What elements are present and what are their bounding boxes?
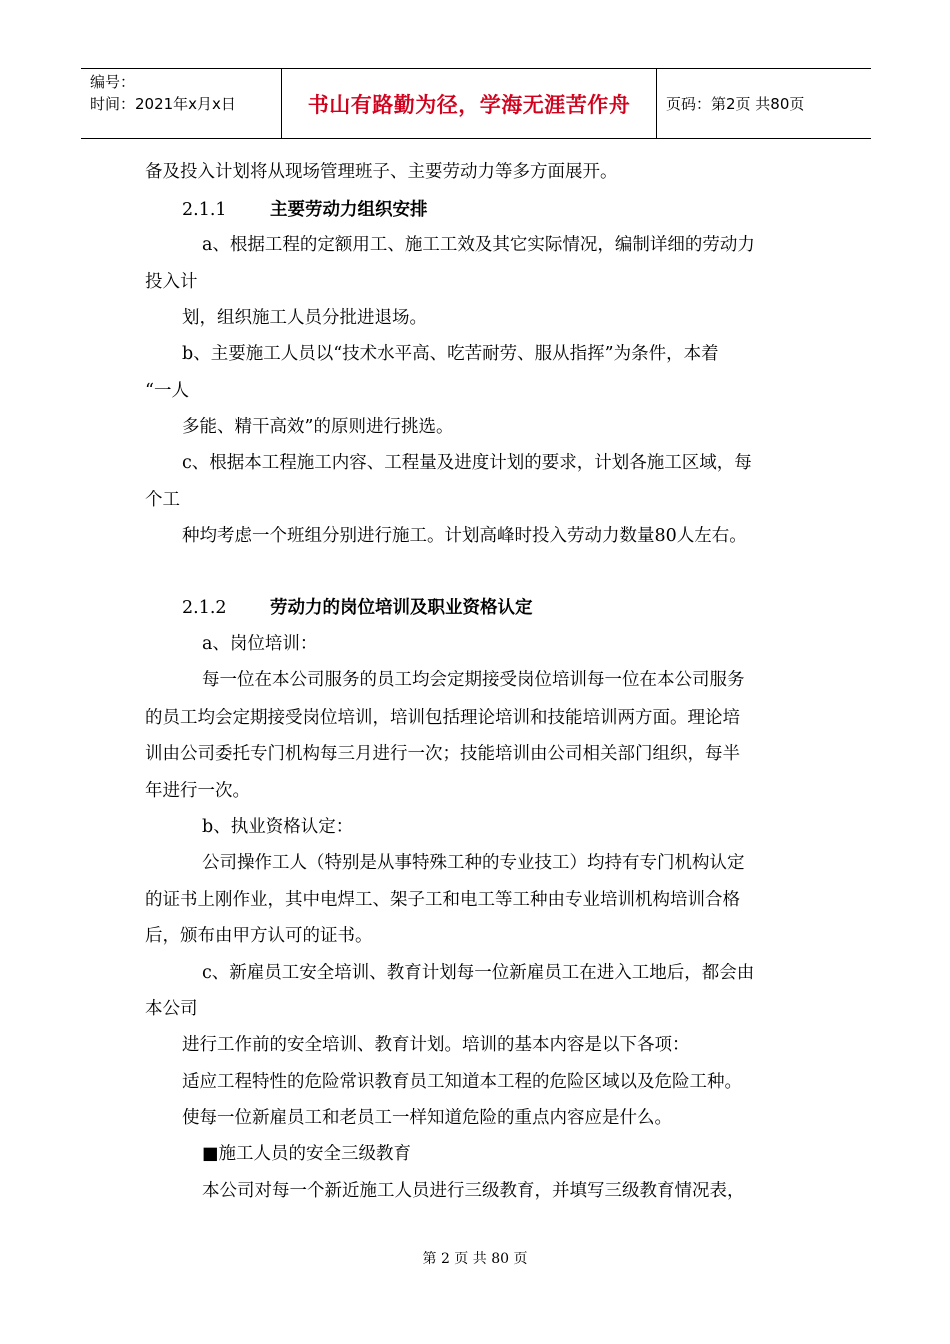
body-line: 年进行一次。 xyxy=(145,781,250,801)
body-line: 适应工程特性的危险常识教育员工知道本工程的危险区域以及危险工种。 xyxy=(182,1072,742,1092)
body-line: a、岗位培训： xyxy=(202,634,318,654)
section-heading xyxy=(182,198,428,222)
page-header xyxy=(81,68,871,139)
body-line: 进行工作前的安全培训、教育计划。培训的基本内容是以下各项： xyxy=(182,1035,690,1055)
header-divider xyxy=(656,69,657,138)
header-motto: 书山有路勤为径，学海无涯苦作舟 xyxy=(307,92,631,117)
body-line: ■施工人员的安全三级教育 xyxy=(202,1144,412,1164)
serial-label: 编号： xyxy=(90,73,136,91)
body-line: 使每一位新雇员工和老员工一样知道危险的重点内容应是什么。 xyxy=(182,1108,672,1128)
body-line: 每一位在本公司服务的员工均会定期接受岗位培训每一位在本公司服务 xyxy=(202,670,745,690)
section-number: 2.1.2 xyxy=(182,598,227,618)
body-line: 本公司 xyxy=(145,999,198,1019)
section-heading xyxy=(182,596,533,620)
body-line: 训由公司委托专门机构每三月进行一次；技能培训由公司相关部门组织，每半 xyxy=(145,744,740,764)
body-line: 投入计 xyxy=(145,272,198,292)
header-meta xyxy=(90,71,236,115)
header-page-info: 页码：第2页 共80页 xyxy=(666,95,805,113)
body-line: 个工 xyxy=(145,490,180,510)
body-line: 备及投入计划将从现场管理班子、主要劳动力等多方面展开。 xyxy=(145,162,618,182)
section-title: 主要劳动力组织安排 xyxy=(270,200,428,220)
body-line: 公司操作工人（特别是从事特殊工种的专业技工）均持有专门机构认定 xyxy=(202,853,745,873)
body-line: c、新雇员工安全培训、教育计划每一位新雇员工在进入工地后，都会由 xyxy=(202,963,755,983)
page-footer: 第 2 页 共 80 页 xyxy=(422,1251,528,1267)
body-line: 多能、精干高效”的原则进行挑选。 xyxy=(182,417,454,437)
date-line: 时间：2021年x月x日 xyxy=(90,95,236,113)
body-line: 划，组织施工人员分批进退场。 xyxy=(182,308,427,328)
section-title: 劳动力的岗位培训及职业资格认定 xyxy=(270,598,533,618)
section-number: 2.1.1 xyxy=(182,200,227,220)
body-line: 本公司对每一个新近施工人员进行三级教育，并填写三级教育情况表， xyxy=(202,1181,745,1201)
body-line: 的证书上刚作业，其中电焊工、架子工和电工等工种由专业培训机构培训合格 xyxy=(145,890,740,910)
body-line: b、执业资格认定： xyxy=(202,817,354,837)
body-line: a、根据工程的定额用工、施工工效及其它实际情况，编制详细的劳动力 xyxy=(202,235,755,255)
body-line: c、根据本工程施工内容、工程量及进度计划的要求，计划各施工区域，每 xyxy=(182,453,752,473)
body-line: b、主要施工人员以“技术水平高、吃苦耐劳、服从指挥”为条件，本着 xyxy=(182,344,719,364)
body-line: “一人 xyxy=(145,381,189,401)
body-line: 后，颁布由甲方认可的证书。 xyxy=(145,926,373,946)
body-line: 种均考虑一个班组分别进行施工。计划高峰时投入劳动力数量80人左右。 xyxy=(182,526,747,546)
body-line: 的员工均会定期接受岗位培训，培训包括理论培训和技能培训两方面。理论培 xyxy=(145,708,740,728)
